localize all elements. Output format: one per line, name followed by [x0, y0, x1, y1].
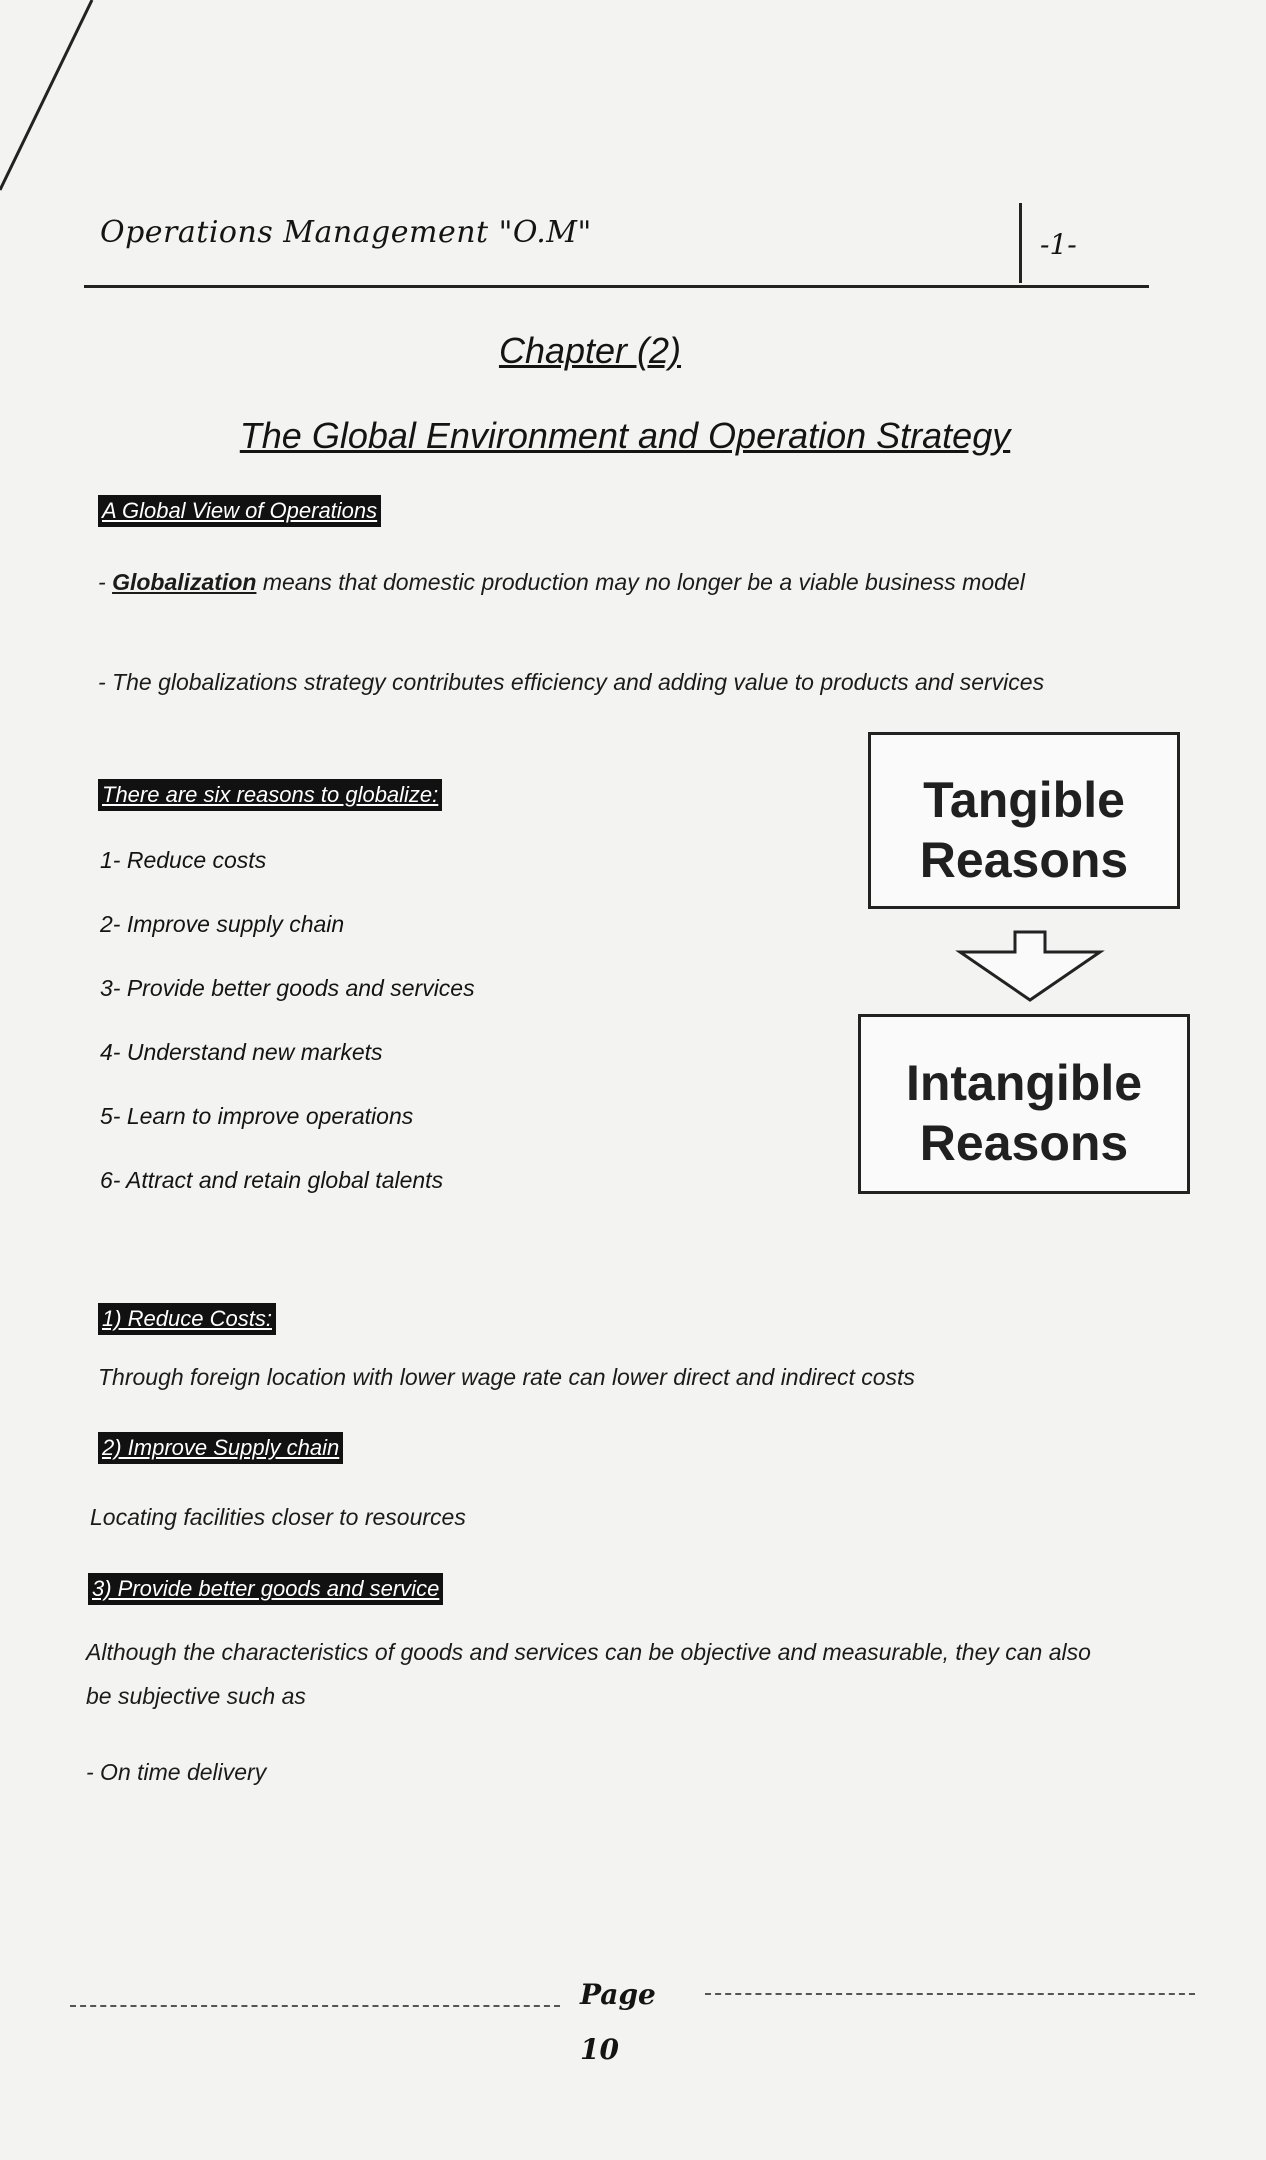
- globalization-definition: means that domestic production may no longer be a viable business model: [256, 569, 1025, 595]
- tangible-reasons-box: Tangible Reasons: [868, 732, 1180, 909]
- reduce-costs-text: Through foreign location with lower wage rate can lower direct and indirect costs: [98, 1364, 915, 1390]
- list-item: 4- Understand new markets: [100, 1039, 383, 1065]
- footer-page-label: Page: [580, 1978, 656, 2011]
- header-divider: [1019, 203, 1022, 283]
- down-arrow-icon: [955, 930, 1105, 1002]
- supply-chain-text: Locating facilities closer to resources: [90, 1504, 466, 1530]
- header-title: Operations Management "O.M": [100, 215, 592, 250]
- page-edge-line: [0, 0, 120, 200]
- global-view-heading: A Global View of Operations: [98, 495, 381, 527]
- footer-rule-right: [705, 1993, 1195, 1995]
- list-item: 3- Provide better goods and services: [100, 975, 475, 1001]
- on-time-delivery-bullet: - On time delivery: [86, 1759, 267, 1785]
- strategy-paragraph: - The globalizations strategy contributes efficiency and adding value to products and services: [98, 669, 1045, 695]
- list-item: 2- Improve supply chain: [100, 911, 345, 937]
- better-goods-heading: 3) Provide better goods and service: [88, 1573, 443, 1605]
- list-item: 1- Reduce costs: [100, 847, 267, 873]
- chapter-heading: Chapter (2): [498, 330, 682, 371]
- page-title: The Global Environment and Operation Strategy: [239, 415, 1011, 456]
- list-item: 6- Attract and retain global talents: [100, 1167, 444, 1193]
- supply-chain-heading: 2) Improve Supply chain: [98, 1432, 343, 1464]
- footer-page-number: 10: [580, 2033, 619, 2066]
- globalization-term: Globalization: [112, 569, 257, 595]
- reduce-costs-heading: 1) Reduce Costs:: [98, 1303, 276, 1335]
- better-goods-text: Although the characteristics of goods and services can be objective and measurable, they can also be subjective such as: [86, 1639, 1091, 1709]
- header-section-number: -1-: [1040, 228, 1077, 261]
- six-reasons-heading: There are six reasons to globalize:: [98, 779, 442, 811]
- list-item: 5- Learn to improve operations: [100, 1103, 414, 1129]
- reasons-list: [100, 838, 475, 1222]
- globalization-paragraph: - Globalization means that domestic production may no longer be a viable business model: [98, 569, 1025, 595]
- header-rule: [84, 285, 1149, 288]
- intangible-reasons-box: Intangible Reasons: [858, 1014, 1190, 1194]
- footer-rule-left: [70, 2005, 560, 2007]
